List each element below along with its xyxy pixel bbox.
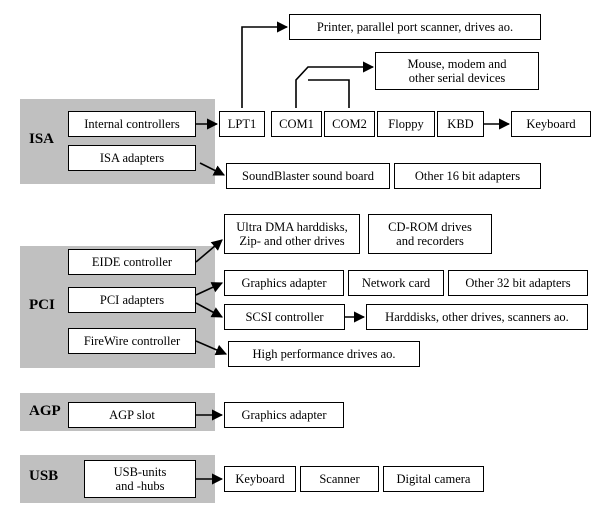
box-network-card[interactable]: Network card	[348, 270, 444, 296]
box-port-lpt1[interactable]: LPT1	[219, 111, 265, 137]
box-port-kbd[interactable]: KBD	[437, 111, 484, 137]
box-digital-camera-usb[interactable]: Digital camera	[383, 466, 484, 492]
serial-devices-line2: other serial devices	[408, 71, 506, 85]
box-ultra-dma-drives[interactable]	[224, 214, 360, 254]
ultra-dma-line1: Ultra DMA harddisks,	[236, 219, 348, 234]
usb-units-line2: and -hubs	[115, 479, 165, 493]
ultra-dma-line2: Zip- and other drives	[239, 234, 345, 248]
box-graphics-adapter-agp[interactable]: Graphics adapter	[224, 402, 344, 428]
box-isa-adapters[interactable]: ISA adapters	[68, 145, 196, 171]
box-serial-devices[interactable]	[375, 52, 539, 90]
box-scsi-controller[interactable]: SCSI controller	[224, 304, 345, 330]
usb-units-line1: USB-units	[113, 464, 167, 479]
box-firewire-controller[interactable]: FireWire controller	[68, 328, 196, 354]
box-scanner-usb[interactable]: Scanner	[300, 466, 379, 492]
serial-devices-line1: Mouse, modem and	[407, 56, 507, 71]
box-cdrom-drives[interactable]	[368, 214, 492, 254]
band-label-pci: PCI	[29, 297, 55, 313]
box-other-32bit-adapters[interactable]: Other 32 bit adapters	[448, 270, 588, 296]
box-graphics-adapter-pci[interactable]: Graphics adapter	[224, 270, 344, 296]
band-label-usb: USB	[29, 468, 59, 484]
cdrom-line2: and recorders	[396, 234, 464, 248]
box-high-performance-drives[interactable]: High performance drives ao.	[228, 341, 420, 367]
box-other-16bit-adapters[interactable]: Other 16 bit adapters	[394, 163, 541, 189]
box-printer-parallel[interactable]: Printer, parallel port scanner, drives ao.	[289, 14, 541, 40]
band-label-agp: AGP	[29, 403, 61, 419]
box-port-com2[interactable]: COM2	[324, 111, 375, 137]
box-internal-controllers[interactable]: Internal controllers	[68, 111, 196, 137]
cdrom-line1: CD-ROM drives	[388, 219, 472, 234]
box-port-com1[interactable]: COM1	[271, 111, 322, 137]
box-agp-slot[interactable]: AGP slot	[68, 402, 196, 428]
box-eide-controller[interactable]: EIDE controller	[68, 249, 196, 275]
box-soundblaster[interactable]: SoundBlaster sound board	[226, 163, 390, 189]
band-label-isa: ISA	[29, 131, 55, 147]
box-usb-units[interactable]	[84, 460, 196, 498]
box-port-floppy[interactable]: Floppy	[377, 111, 435, 137]
box-keyboard-isa[interactable]: Keyboard	[511, 111, 591, 137]
box-keyboard-usb[interactable]: Keyboard	[224, 466, 296, 492]
box-pci-adapters[interactable]: PCI adapters	[68, 287, 196, 313]
box-scsi-devices[interactable]: Harddisks, other drives, scanners ao.	[366, 304, 588, 330]
